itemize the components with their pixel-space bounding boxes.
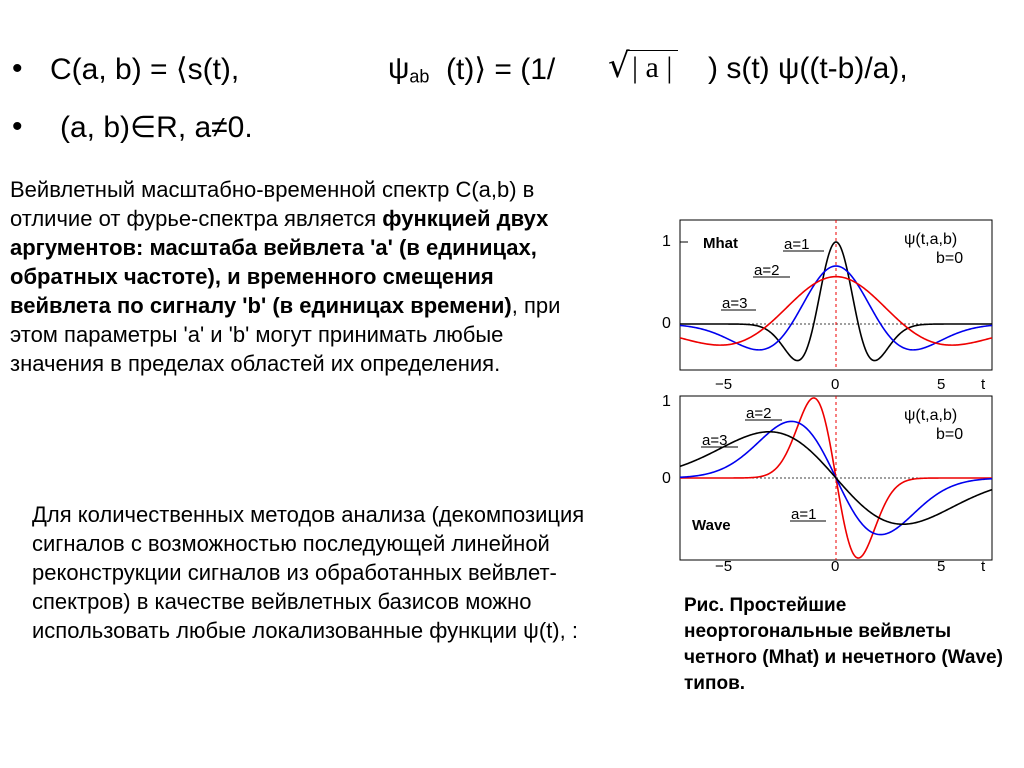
formula-right: ) s(t) ψ((t-b)/a), — [708, 52, 908, 85]
mhat-ann-a2: a=2 — [754, 262, 780, 279]
wavelet-plots — [656, 208, 1006, 578]
bullet: • — [12, 110, 23, 143]
formula-mid: (t)⟩ = (1/ — [446, 53, 556, 86]
wave-ann-a1: a=1 — [791, 506, 817, 523]
mhat-func-label: ψ(t,a,b) — [904, 231, 958, 248]
wave-plot — [662, 393, 992, 575]
wave-ytick-0: 0 — [662, 470, 671, 487]
wave-label: Wave — [692, 517, 731, 534]
mhat-ann-a1: a=1 — [784, 236, 810, 253]
wave-xunit: t — [981, 558, 986, 575]
paragraph-spectrum: Вейвлетный масштабно-временной спектр C(a,b) в отличие от фурье-спектра является функцией двух аргументов: масштаба вейвлета 'a' (в единицах, обратных частоте), и временного смещения вейвлета по сигналу 'b' (в единицах времени), при этом параметры 'a' и 'b' могут принимать любые значения в пределах областей их определения. — [10, 177, 561, 376]
mhat-xtick-5: 5 — [937, 376, 946, 393]
sqrt-icon: √ — [608, 46, 630, 86]
bullet: • — [12, 52, 23, 85]
wave-func-label: ψ(t,a,b) — [904, 407, 958, 424]
formula-psi: $\psi_{ab}$ — [388, 52, 430, 87]
formula-line-1 — [12, 46, 1012, 92]
wave-ytick-1: 1 — [662, 393, 671, 410]
figure-caption: Рис. Простейшие неортогональные вейвлеты четного (Mhat) и нечетного (Wave) типов. — [684, 595, 1003, 694]
mhat-xunit: t — [981, 376, 986, 393]
paragraph-methods: Для количественных методов анализа (декомпозиция сигналов с возможностью последующей линейной реконструкции сигналов из обработанных вейвлет-спектров) в качестве вейвлетных базисов можно использовать любые локализованные функции ψ(t), : — [32, 502, 585, 643]
wave-ann-a3: a=3 — [702, 432, 728, 449]
mhat-ytick-0: 0 — [662, 315, 671, 332]
wave-xtick-5: 5 — [937, 558, 946, 575]
wave-xtick-neg5: −5 — [715, 558, 733, 575]
wave-ann-a2: a=2 — [746, 405, 772, 422]
mhat-label: Mhat — [703, 235, 738, 252]
formula-condition: (a, b)∈R, a≠0. — [60, 111, 253, 144]
mhat-ytick-1: 1 — [662, 233, 671, 250]
formula-line-2 — [12, 110, 612, 150]
mhat-xtick-0: 0 — [831, 376, 840, 393]
formula-left: C(a, b) = ⟨s(t), — [50, 53, 240, 86]
mhat-b-label: b=0 — [936, 250, 964, 267]
mhat-ann-a3: a=3 — [722, 295, 748, 312]
wave-xtick-0: 0 — [831, 558, 840, 575]
sqrt-argument: | a | — [626, 50, 678, 85]
paragraph-bold: функцией двух аргументов: масштаба вейвлета 'a' (в единицах, обратных частоте), и временного смещения вейвлета по сигналу 'b' (в единицах времени) — [10, 206, 549, 318]
mhat-plot — [662, 220, 992, 393]
mhat-xtick-neg5: −5 — [715, 376, 733, 393]
wave-b-label: b=0 — [936, 426, 964, 443]
